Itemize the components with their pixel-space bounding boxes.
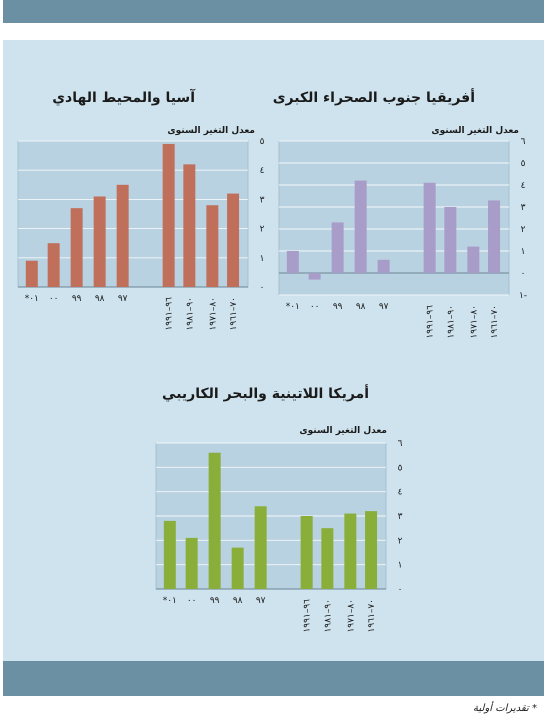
x-tick-label: ٧٠–١٩٦١ <box>367 599 378 633</box>
y-tick-label: ٣ <box>259 195 265 206</box>
bar <box>355 181 367 273</box>
bar <box>344 514 356 589</box>
bar <box>255 506 267 589</box>
x-tick-label: ٩٩ <box>332 302 343 312</box>
top-band <box>3 0 544 23</box>
bar <box>163 144 175 287</box>
chart-title-latam: أمريكا اللاتينية والبحر الكاريبي <box>162 386 369 402</box>
y-axis-label-africa: معدل التغير السنوى <box>431 126 519 136</box>
bar <box>309 273 321 280</box>
y-tick-label: ٤ <box>259 166 265 177</box>
x-tick-label: ٩٠–١٩٨١ <box>185 297 196 331</box>
bar-chart-africa <box>275 135 537 355</box>
y-tick-label: ١ <box>520 247 526 257</box>
y-axis-label-asia: معدل التغير السنوى <box>167 126 255 136</box>
x-tick-label: ٩٦–١٩٩١ <box>302 599 313 633</box>
chart-title-africa: أفريقيا جنوب الصحراء الكبرى <box>272 90 475 106</box>
x-tick-label: ٧٠–١٩٦١ <box>229 297 240 331</box>
x-tick-label: ٩٩ <box>71 294 82 304</box>
x-tick-label: *٠١ <box>162 596 177 606</box>
chart-title-asia: آسيا والمحيط الهادي <box>52 90 195 106</box>
bar <box>301 516 313 589</box>
y-axis-label-latam: معدل التغير السنوى <box>299 426 387 436</box>
bar <box>378 260 390 273</box>
x-tick-label: *٠١ <box>24 294 39 304</box>
x-tick-label: ٩٠–١٩٨١ <box>323 599 334 633</box>
bar <box>48 243 60 287</box>
x-tick-label: ٩٧ <box>255 596 266 606</box>
y-tick-label: ٠ <box>520 269 526 279</box>
bar-chart-latam <box>152 437 414 657</box>
bar <box>444 207 456 273</box>
y-tick-label: ٠ <box>397 585 403 595</box>
bar-chart-asia <box>14 135 276 355</box>
x-tick-label: ٩٨ <box>94 294 105 304</box>
bar <box>164 521 176 589</box>
bar <box>332 222 344 273</box>
bar <box>117 185 129 287</box>
x-tick-label: ٩٠–١٩٨١ <box>446 305 457 339</box>
x-tick-label: ٠٠ <box>48 294 59 304</box>
y-tick-label: ٢ <box>397 536 403 547</box>
bar <box>209 453 221 589</box>
y-tick-label: ٣ <box>520 203 526 213</box>
x-tick-label: ٠٠ <box>309 302 320 312</box>
x-tick-label: *٠١ <box>285 302 300 312</box>
y-tick-label: ١ <box>259 253 265 264</box>
x-tick-label: ٨٠–١٩٧١ <box>469 305 480 339</box>
x-tick-label: ٠٠ <box>186 596 197 606</box>
y-tick-label: ٢ <box>520 225 526 235</box>
x-tick-label: ٩٨ <box>232 596 243 606</box>
bottom-band <box>3 661 544 696</box>
bar <box>424 183 436 273</box>
bar <box>94 196 106 287</box>
y-tick-label: ٠ <box>259 283 265 293</box>
bar <box>26 261 38 287</box>
bar <box>71 208 83 287</box>
bar <box>467 247 479 273</box>
bar <box>488 200 500 273</box>
x-tick-label: ٩٦–١٩٩١ <box>425 305 436 339</box>
x-tick-label: ٧٠–١٩٦١ <box>490 305 501 339</box>
y-tick-label: ٦ <box>397 439 403 449</box>
x-tick-label: ٩٨ <box>355 302 366 312</box>
bar <box>227 194 239 287</box>
y-tick-label: ٤ <box>397 487 403 498</box>
x-tick-label: ٩٦–١٩٩١ <box>164 297 175 331</box>
y-tick-label: ٥ <box>397 463 403 474</box>
y-tick-label: ٢ <box>259 224 265 235</box>
x-tick-label: ٨٠–١٩٧١ <box>346 599 357 633</box>
y-tick-label: ٥ <box>520 159 526 169</box>
x-tick-label: ٨٠–١٩٧١ <box>208 297 219 331</box>
y-tick-label: ١ <box>397 560 403 571</box>
bar <box>365 511 377 589</box>
y-tick-label: ٣ <box>397 512 403 522</box>
y-tick-label: ٤ <box>520 181 526 191</box>
x-tick-label: ٩٩ <box>209 596 220 606</box>
bar <box>206 205 218 287</box>
footnote: * تقديرات أولية <box>473 703 537 714</box>
bar <box>287 251 299 273</box>
bar <box>232 548 244 589</box>
x-tick-label: ٩٧ <box>378 302 389 312</box>
bar <box>321 528 333 589</box>
bar <box>183 164 195 287</box>
x-tick-label: ٩٧ <box>117 294 128 304</box>
y-tick-label: ٥ <box>259 137 265 147</box>
y-tick-label: ٦ <box>520 137 526 147</box>
bar <box>186 538 198 589</box>
y-tick-label: ١- <box>518 291 528 301</box>
